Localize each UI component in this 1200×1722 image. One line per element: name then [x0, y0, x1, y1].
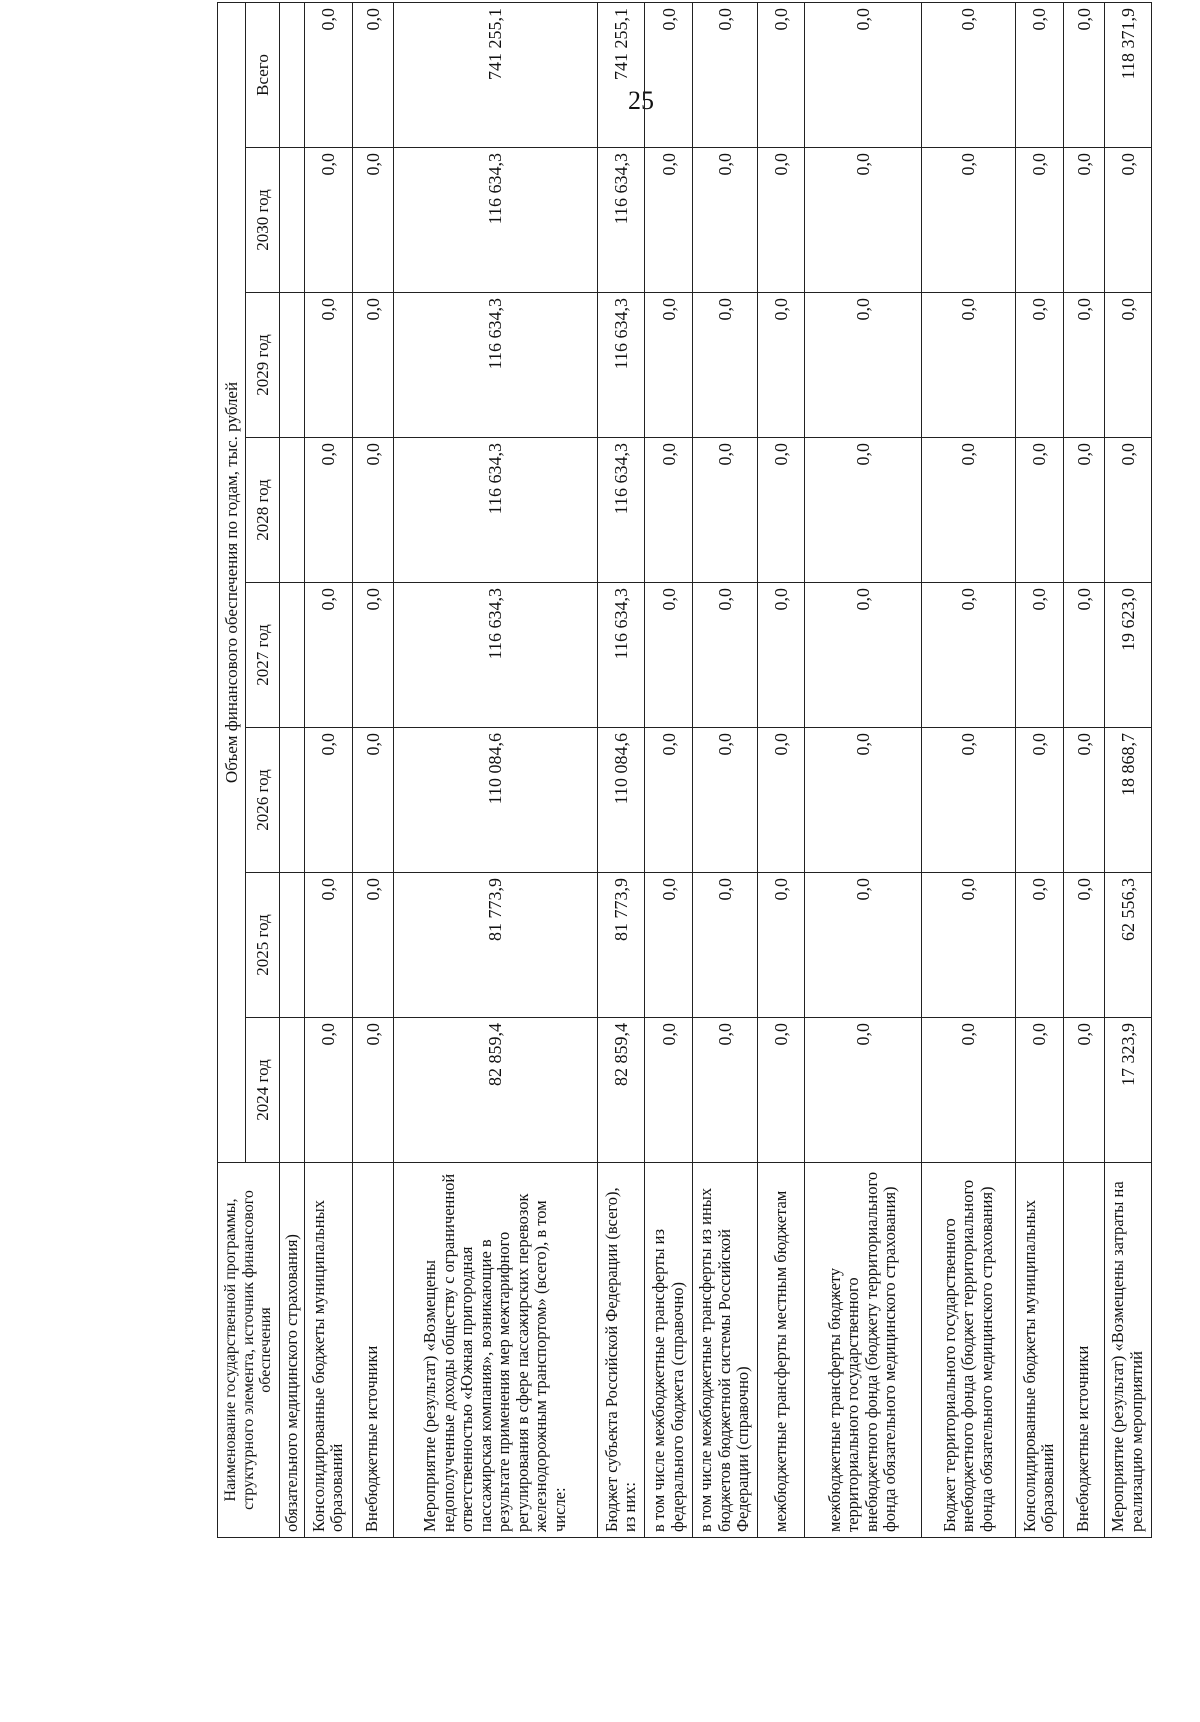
row-name: в том числе межбюджетные трансферты из иных бюджетов бюджетной системы Российской Федерации (справочно) [692, 1163, 757, 1538]
row-value: 0,0 [305, 583, 352, 728]
row-value: 0,0 [645, 293, 692, 438]
table-row [1063, 2, 1104, 1537]
row-value: 0,0 [757, 148, 804, 293]
row-value: 81 773,9 [598, 873, 645, 1018]
row-value [280, 293, 305, 438]
row-value: 0,0 [692, 293, 757, 438]
row-value: 81 773,9 [393, 873, 598, 1018]
row-value: 0,0 [921, 2, 1016, 147]
row-value [280, 728, 305, 873]
row-value [280, 873, 305, 1018]
row-value: 0,0 [757, 583, 804, 728]
row-value: 0,0 [805, 873, 921, 1018]
row-value [280, 2, 305, 147]
header-year-2029: 2029 год [246, 293, 280, 438]
row-value: 0,0 [352, 728, 393, 873]
header-year-2025: 2025 год [246, 873, 280, 1018]
row-value: 19 623,0 [1104, 583, 1151, 728]
row-value: 0,0 [305, 728, 352, 873]
row-value: 0,0 [757, 873, 804, 1018]
row-value: 0,0 [805, 438, 921, 583]
row-value: 0,0 [305, 148, 352, 293]
row-name: межбюджетные трансферты местным бюджетам [757, 1163, 804, 1538]
row-value: 0,0 [1104, 438, 1151, 583]
row-value: 116 634,3 [598, 148, 645, 293]
row-value: 0,0 [757, 1018, 804, 1163]
row-value: 0,0 [352, 1018, 393, 1163]
row-value: 0,0 [757, 293, 804, 438]
row-value: 116 634,3 [393, 438, 598, 583]
row-value: 0,0 [921, 148, 1016, 293]
header-year-2028: 2028 год [246, 438, 280, 583]
row-value: 0,0 [692, 873, 757, 1018]
row-value: 0,0 [1063, 728, 1104, 873]
header-total: Всего [246, 2, 280, 147]
row-value: 0,0 [692, 148, 757, 293]
row-value: 0,0 [645, 438, 692, 583]
row-value: 0,0 [305, 438, 352, 583]
row-value: 0,0 [352, 583, 393, 728]
header-name-col: Наименование государственной программы, структурного элемента, источник финансового обеспечения [218, 1163, 280, 1538]
row-value: 0,0 [692, 2, 757, 147]
row-value: 0,0 [921, 873, 1016, 1018]
row-value: 0,0 [645, 873, 692, 1018]
row-value: 0,0 [1016, 728, 1063, 873]
row-value: 0,0 [921, 293, 1016, 438]
row-name: в том числе межбюджетные трансферты из федерального бюджета (справочно) [645, 1163, 692, 1538]
table-row [1104, 2, 1151, 1537]
row-name: обязательного медицинского страхования) [280, 1163, 305, 1538]
row-value: 0,0 [1063, 438, 1104, 583]
row-value: 0,0 [921, 1018, 1016, 1163]
row-value: 0,0 [352, 148, 393, 293]
table-row [280, 2, 305, 1537]
header-year-2027: 2027 год [246, 583, 280, 728]
row-value: 0,0 [1063, 583, 1104, 728]
row-value: 18 868,7 [1104, 728, 1151, 873]
table-row [393, 2, 598, 1537]
row-value: 0,0 [921, 438, 1016, 583]
row-name: межбюджетные трансферты бюджету территориального государственного внебюджетного фонда (бюджету территориального фонда обязательного медицинского страхования) [805, 1163, 921, 1538]
row-name: Бюджет территориального государственного внебюджетного фонда (бюджет территориального фонда обязательного медицинского страхования) [921, 1163, 1016, 1538]
row-value: 0,0 [305, 293, 352, 438]
row-value: 0,0 [1016, 873, 1063, 1018]
row-value: 0,0 [921, 583, 1016, 728]
row-name: Мероприятие (результат) «Возмещены недополученные доходы обществу с ограниченной ответственностью «Южная пригородная пассажирская компания», возникающие в результате применения мер межтарифного регулирования в сфере пассажирских перевозок железнодорожным транспортом» (всего), в том числе: [393, 1163, 598, 1538]
row-value: 0,0 [305, 2, 352, 147]
row-value: 0,0 [757, 2, 804, 147]
row-value: 0,0 [1063, 873, 1104, 1018]
header-row-1 [218, 2, 246, 1537]
row-name: Мероприятие (результат) «Возмещены затраты на реализацию мероприятий [1104, 1163, 1151, 1538]
row-value [280, 1018, 305, 1163]
row-name: Внебюджетные источники [1063, 1163, 1104, 1538]
row-value: 0,0 [1104, 148, 1151, 293]
row-value: 116 634,3 [598, 293, 645, 438]
row-value: 110 084,6 [393, 728, 598, 873]
row-value: 741 255,1 [598, 2, 645, 147]
row-value: 0,0 [1016, 148, 1063, 293]
row-value: 116 634,3 [598, 438, 645, 583]
row-value: 0,0 [1016, 1018, 1063, 1163]
row-value: 0,0 [757, 438, 804, 583]
row-value: 0,0 [1063, 293, 1104, 438]
table-row [352, 2, 393, 1537]
row-value: 110 084,6 [598, 728, 645, 873]
table-row [805, 2, 921, 1537]
row-value: 0,0 [305, 1018, 352, 1163]
row-value: 0,0 [1016, 293, 1063, 438]
row-value [280, 583, 305, 728]
row-value: 116 634,3 [598, 583, 645, 728]
table-row [598, 2, 645, 1537]
row-value: 0,0 [805, 1018, 921, 1163]
row-value: 0,0 [1016, 583, 1063, 728]
row-value: 0,0 [1104, 293, 1151, 438]
row-value: 0,0 [692, 1018, 757, 1163]
row-value: 116 634,3 [393, 148, 598, 293]
row-value: 0,0 [805, 583, 921, 728]
row-value: 0,0 [352, 293, 393, 438]
row-value: 0,0 [305, 873, 352, 1018]
row-value: 0,0 [921, 728, 1016, 873]
row-name: Внебюджетные источники [352, 1163, 393, 1538]
row-value: 0,0 [352, 2, 393, 147]
row-value: 82 859,4 [393, 1018, 598, 1163]
page-number: 25 [628, 86, 654, 115]
row-value: 0,0 [692, 438, 757, 583]
header-volume-title: Объем финансового обеспечения по годам, тыс. рублей [218, 2, 246, 1162]
row-value: 0,0 [645, 728, 692, 873]
row-value: 0,0 [1063, 2, 1104, 147]
row-value: 0,0 [757, 728, 804, 873]
row-name: Бюджет субъекта Российской Федерации (всего), из них: [598, 1163, 645, 1538]
row-value [280, 438, 305, 583]
row-value: 17 323,9 [1104, 1018, 1151, 1163]
financing-table [217, 2, 1152, 1538]
row-name: Консолидированные бюджеты муниципальных образований [305, 1163, 352, 1538]
row-value: 116 634,3 [393, 293, 598, 438]
row-value: 0,0 [1063, 148, 1104, 293]
table-row [757, 2, 804, 1537]
row-value: 0,0 [692, 583, 757, 728]
row-value: 0,0 [1016, 438, 1063, 583]
table-row [645, 2, 692, 1537]
row-value: 0,0 [645, 148, 692, 293]
row-value: 0,0 [1016, 2, 1063, 147]
row-value: 0,0 [805, 148, 921, 293]
row-value: 0,0 [645, 583, 692, 728]
table-row [692, 2, 757, 1537]
rotated-table-wrapper [217, 7, 1152, 1538]
row-name: Консолидированные бюджеты муниципальных образований [1016, 1163, 1063, 1538]
header-year-2030: 2030 год [246, 148, 280, 293]
row-value: 0,0 [805, 728, 921, 873]
row-value: 62 556,3 [1104, 873, 1151, 1018]
header-year-2024: 2024 год [246, 1018, 280, 1163]
row-value: 0,0 [352, 873, 393, 1018]
table-row [1016, 2, 1063, 1537]
row-value: 82 859,4 [598, 1018, 645, 1163]
row-value: 118 371,9 [1104, 2, 1151, 147]
row-value: 0,0 [805, 2, 921, 147]
row-value: 0,0 [692, 728, 757, 873]
row-value: 0,0 [645, 1018, 692, 1163]
row-value: 0,0 [352, 438, 393, 583]
row-value: 0,0 [1063, 1018, 1104, 1163]
row-value: 0,0 [645, 2, 692, 147]
row-value: 741 255,1 [393, 2, 598, 147]
row-value: 0,0 [805, 293, 921, 438]
table-row [305, 2, 352, 1537]
row-value [280, 148, 305, 293]
header-year-2026: 2026 год [246, 728, 280, 873]
row-value: 116 634,3 [393, 583, 598, 728]
table-row [921, 2, 1016, 1537]
